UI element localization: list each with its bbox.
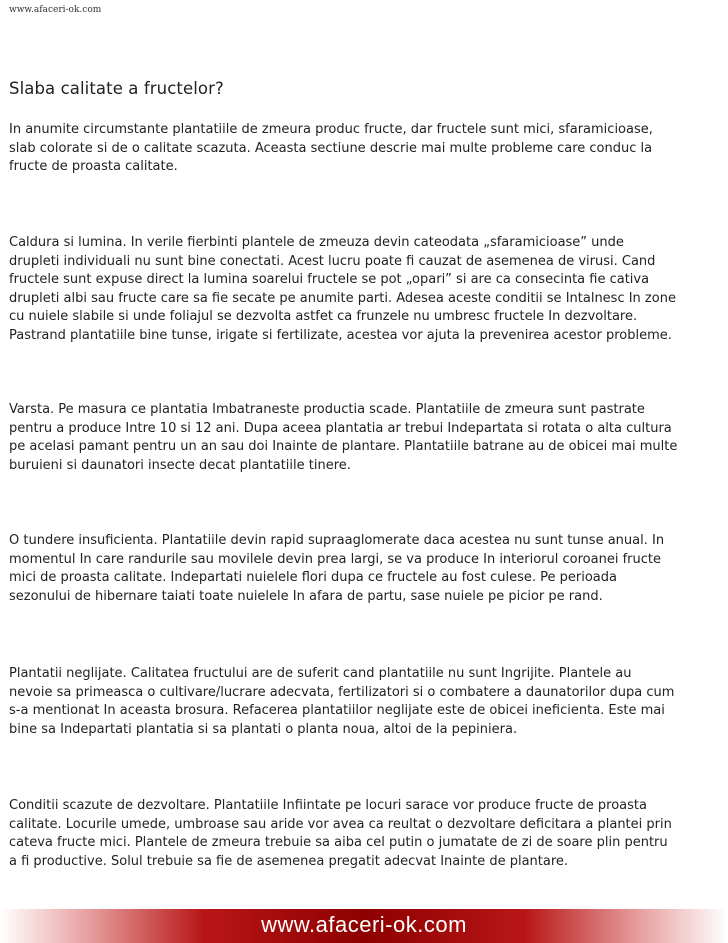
paragraph-age: Varsta. Pe masura ce plantatia Imbatraneste productia scade. Plantatiile de zmeura sunt pastrate pentru a produce Intre 10 si 12 ani. Dupa aceea plantatia ar trebui Indepartata si rotata o alta cultura pe acelasi pamant pentru un an sau doi Inainte de plantare. Plantatiile batrane au de obicei mai multe buruieni si daunatori insecte decat plantatiile tinere. (9, 402, 678, 473)
footer-banner (0, 881, 728, 943)
page-title: Slaba calitate a fructelor? (9, 79, 224, 98)
paragraph-heat-and-light: Caldura si lumina. In verile fierbinti plantele de zmeuza devin cateodata „sfaramicioase” unde drupleti individuali nu sunt bine conectati. Acest lucru poate fi cauzat de asemenea de virusi. Cand fructele sunt expuse direct la lumina soarelui fructele se pot „opari” si are ca consecinta fie cativa drupleti albi sau fructe care sa fie secate pe anumite parti. Adesea aceste conditii se Intalnesc In zone cu nuiele slabile si unde foliajul se dezvolta astfet ca frunzele nu umbresc fructele In dezvoltare. Pastrand plantatiile bine tunse, irigate si fertilizate, acestea vor ajuta la prevenirea acestor probleme. (9, 235, 676, 343)
footer-url: www.afaceri-ok.com (261, 912, 467, 937)
paragraph-poor-growing-conditions: Conditii scazute de dezvoltare. Plantatiile Infiintate pe locuri sarace vor produce fructe de proasta calitate. Locurile umede, umbroase sau aride vor avea ca reultat o dezvoltare deficitara a plantei prin cateva fructe mici. Plantele de zmeura trebuie sa aiba cel putin o jumatate de zi de soare plin pentru a fi productive. Solul trebuie sa fie de asemenea pregatit adecvat Inainte de plantare. (9, 798, 672, 869)
header-url: www.afaceri-ok.com (9, 5, 102, 15)
paragraph-insufficient-pruning: O tundere insuficienta. Plantatiile devin rapid supraaglomerate daca acestea nu sunt tunse anual. In momentul In care randurile sau movilele devin prea largi, se va produce In interiorul coroanei fructe mici de proasta calitate. Indepartati nuielele flori dupa ce fructele au fost culese. Pe perioada sezonului de hibernare taiati toate nuielele In afara de partu, sase nuiele pe picior pe rand. (9, 533, 665, 604)
paragraph-neglected-plantations: Plantatii neglijate. Calitatea fructului are de suferit cand plantatiile nu sunt Ingrijite. Plantele au nevoie sa primeasca o cultivare/lucrare adecvata, fertilizatori si o combatere a daunatorilor dupa cum s-a mentionat In aceasta brosura. Refacerea plantatiilor neglijate este de obicei ineficienta. Este mai bine sa Indepartati plantatia si sa plantati o planta noua, altoi de la pepiniera. (9, 666, 675, 737)
paragraph-intro: In anumite circumstante plantatiile de zmeura produc fructe, dar fructele sunt mici, sfaramicioase, slab colorate si de o calitate scazuta. Aceasta sectiune descrie mai multe probleme care conduc la fructe de proasta calitate. (9, 122, 653, 174)
